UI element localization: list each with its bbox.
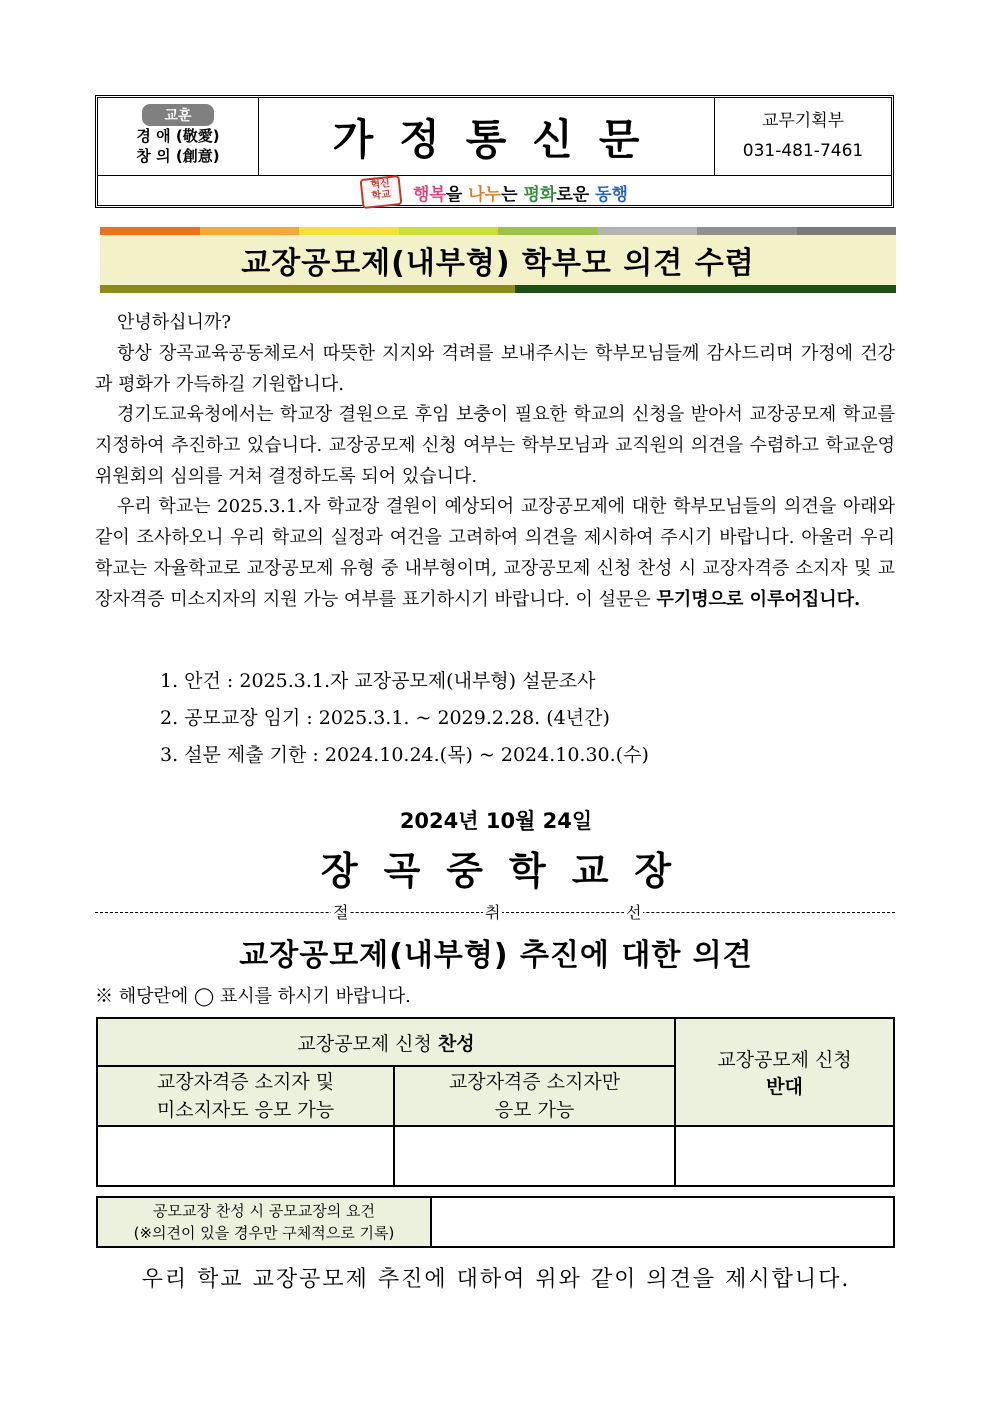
slogan-segment: 행복 — [413, 184, 446, 205]
stripe-segment — [498, 227, 598, 235]
banner-bottom-stripe — [100, 285, 896, 293]
stripe-segment — [598, 227, 698, 235]
requirement-label: 공모교장 찬성 시 공모교장의 요건 (※의견이 있을 경우만 구체적으로 기록) — [97, 1197, 431, 1247]
slogan-segment: 나누 — [468, 184, 502, 205]
survey-items — [160, 663, 649, 774]
option-both-mark-cell[interactable] — [97, 1126, 394, 1186]
agree-header: 교장공모제 신청 찬성 — [97, 1018, 675, 1066]
school-slogan — [413, 180, 628, 205]
opinion-form-title: 교장공모제(내부형) 추진에 대한 의견 — [239, 938, 753, 973]
header-top-row — [98, 98, 891, 176]
slogan-segment: 로운 — [556, 184, 596, 205]
cut-line-char-1: 절 — [331, 900, 350, 923]
paragraph-1: 항상 장곡교육공동체로서 따뜻한 지지와 격려를 보내주시는 학부모님들께 감사드리며 가정에 건강과 평화가 가득하길 기원합니다. — [95, 343, 895, 395]
requirement-table — [96, 1196, 895, 1248]
option-holder-only-mark-cell[interactable] — [394, 1126, 675, 1186]
principal-signature: 장곡중학교장 — [320, 849, 698, 893]
slogan-segment: 는 — [501, 184, 524, 205]
newsletter-title: 가정통신문 — [258, 98, 715, 175]
stripe-segment — [797, 227, 897, 235]
slogan-segment: 동행 — [595, 184, 628, 205]
paragraph-3-text: 우리 학교는 2025.3.1.자 학교장 결원이 예상되어 교장공모제에 대한 학부모님들의 의견을 아래와 같이 조사하오니 우리 학교의 실정과 여건을 고려하여 의견을 제시하여 주시기 바랍니다. 아울러 우리 학교는 자율학교로 교장공모제 유형 중 내부형이며, 교장공모제 신청 찬성 시 교장자격증 소지자 및 교장자격증 미소지자의 지원 가능 여부를 표기하시기 바랍니다. 이 설문은 — [95, 496, 895, 610]
innovation-school-logo: 혁신 학교 — [360, 175, 403, 209]
item-agenda: 1. 안건 : 2025.3.1.자 교장공모제(내부형) 설문조사 — [160, 670, 596, 692]
stripe-segment — [100, 227, 200, 235]
department-phone: 031-481-7461 — [742, 141, 864, 161]
oppose-mark-cell[interactable] — [675, 1126, 894, 1186]
item-deadline: 3. 설문 제출 기한 : 2024.10.24.(목) ~ 2024.10.30.(수) — [160, 744, 649, 766]
motto-badge: 교훈 — [142, 104, 213, 126]
motto-line-2: 창 의 (創意) — [136, 147, 220, 165]
stripe-segment — [399, 227, 499, 235]
department-name: 교무기획부 — [761, 111, 845, 131]
stripe-segment — [200, 227, 300, 235]
cut-line-char-3: 선 — [624, 900, 643, 923]
slogan-segment: 을 — [445, 184, 469, 205]
item-term: 2. 공모교장 임기 : 2025.3.1. ~ 2029.2.28. (4년간) — [160, 707, 610, 729]
stripe-segment — [299, 227, 399, 235]
slogan-segment: 평화 — [523, 184, 557, 205]
slogan-row — [98, 176, 891, 208]
option-both-header: 교장자격증 소지자 및 미소지자도 응모 가능 — [97, 1066, 394, 1126]
stripe-segment — [697, 227, 797, 235]
anonymous-note: 무기명으로 이루어집니다. — [656, 589, 861, 610]
oppose-header: 교장공모제 신청 반대 — [675, 1018, 894, 1126]
motto-line-1: 경 애 (敬愛) — [136, 127, 220, 145]
requirement-input-cell[interactable] — [431, 1197, 894, 1247]
option-holder-only-header: 교장자격증 소지자만 응모 가능 — [394, 1066, 675, 1126]
banner-top-stripe — [100, 227, 896, 235]
greeting: 안녕하십니까? — [117, 312, 231, 333]
paragraph-3 — [95, 491, 895, 615]
cut-line — [95, 900, 895, 924]
issue-date: 2024년 10월 24일 — [399, 809, 593, 833]
closing-statement: 우리 학교 교장공모제 추진에 대하여 위와 같이 의견을 제시합니다. — [141, 1267, 851, 1292]
paragraph-2: 경기도교육청에서는 학교장 결원으로 후임 보충이 필요한 학교의 신청을 받아서 교장공모제 학교를 지정하여 추진하고 있습니다. 교장공모제 신청 여부는 학부모님과 교직원의 의견을 수렴하고 학교운영위원회의 심의를 거쳐 결정하도록 되어 있습니다. — [95, 404, 895, 487]
notice-title: 교장공모제(내부형) 학부모 의견 수렴 — [100, 235, 896, 285]
cut-line-char-2: 취 — [483, 900, 502, 923]
instruction-note: ※ 해당란에 ◯ 표시를 하시기 바랍니다. — [95, 986, 411, 1007]
department-info — [715, 98, 891, 175]
newsletter-header — [95, 95, 894, 208]
school-motto — [98, 98, 259, 175]
opinion-table — [96, 1017, 895, 1187]
